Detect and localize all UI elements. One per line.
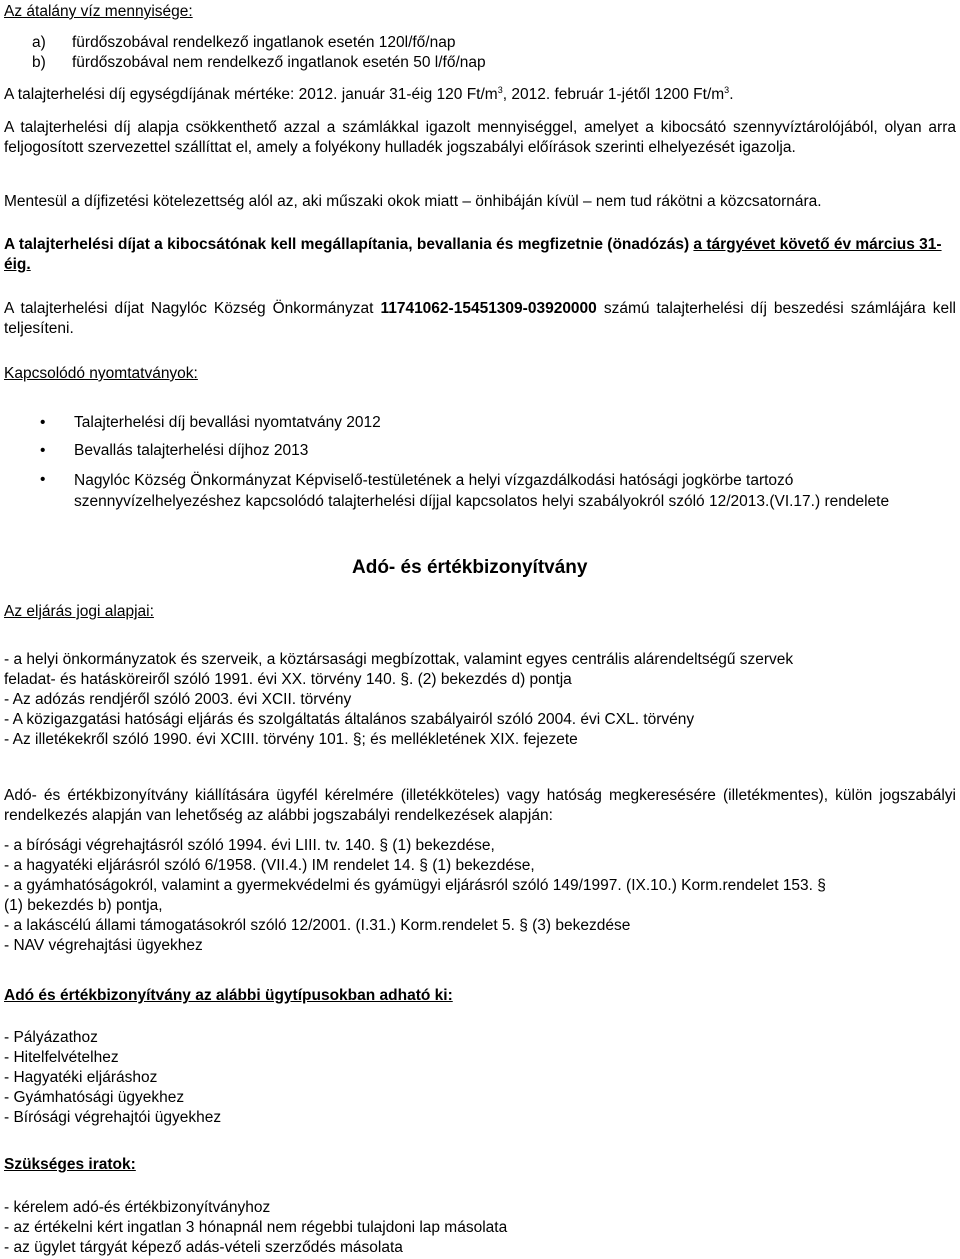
legal-basis-heading: Az eljárás jogi alapjai: xyxy=(4,603,154,620)
case-type-item: - Hagyatéki eljáráshoz xyxy=(4,1069,158,1086)
case-types-list xyxy=(4,1028,956,1128)
legal-basis-line: - A közigazgatási hatósági eljárás és szolgáltatás általános szabályairól szóló 2004. évi CXL. törvény xyxy=(4,711,695,728)
issue-basis-line: - NAV végrehajtási ügyekhez xyxy=(4,937,203,954)
required-docs-heading: Szükséges iratok: xyxy=(4,1156,136,1173)
issue-basis-line: - a gyámhatóságokról, valamint a gyermekvédelmi és gyámügyi eljárásról szóló 149/1997. (IX.10.) Korm.rendelet 153. § xyxy=(4,877,826,894)
reduction-paragraph: A talajterhelési díj alapja csökkenthető azzal a számlákkal igazolt mennyiséggel, amelyet a kibocsátó szennyvíztárolójából, olyan arra feljogosított szervezettel szállíttat el, amely a folyékony hulladék jogszabályi előírások szerinti elhelyezését igazolja. xyxy=(4,119,956,156)
legal-basis-line: feladat- és hatásköreiről szóló 1991. évi XX. törvény 140. §. (2) bekezdés d) pontja xyxy=(4,671,572,688)
case-type-item: - Hitelfelvételhez xyxy=(4,1049,119,1066)
required-doc-item: - az értékelni kért ingatlan 3 hónapnál nem régebbi tulajdoni lap másolata xyxy=(4,1219,508,1236)
issue-basis-line: (1) bekezdés b) pontja, xyxy=(4,897,163,914)
legal-basis-line: - Az illetékekről szóló 1990. évi XCIII. törvény 101. §; és mellékletének XIX. fejezete xyxy=(4,731,578,748)
exemption-paragraph: Mentesül a díjfizetési kötelezettség alól az, aki műszaki okok miatt – önhibáján kívül – nem tud rákötni a közcsatornára. xyxy=(4,193,822,210)
case-type-item: - Bírósági végrehajtói ügyekhez xyxy=(4,1109,222,1126)
certificate-title: Adó- és értékbizonyítvány xyxy=(352,557,588,578)
form-link-regulation[interactable]: Nagylóc Község Önkormányzat Képviselő-testületének a helyi vízgazdálkodási hatósági jogkörbe tartozó szennyvízelhelyezéshez kapcsolódó talajterhelési díjjal kapcsolatos helyi szabályokról szóló 12/2013.(VI.17.) rendelete xyxy=(74,472,890,510)
forms-heading: Kapcsolódó nyomtatványok: xyxy=(4,365,198,382)
list-label: a) xyxy=(32,34,46,51)
water-quantity-heading: Az átalány víz mennyisége: xyxy=(4,3,193,20)
issue-paragraph: Adó- és értékbizonyítvány kiállítására ügyfél kérelmére (illetékköteles) vagy hatóság megkeresésére (illetékmentes), külön jogszabályi rendelkezés alapján van lehetőség az alábbi jogszabályi rendelkezések alapján: xyxy=(4,787,956,824)
required-doc-item: - az ügylet tárgyát képező adás-vételi szerződés másolata xyxy=(4,1239,403,1256)
list-text: fürdőszobával nem rendelkező ingatlanok esetén 50 l/fő/nap xyxy=(72,54,486,71)
account-paragraph: A talajterhelési díjat Nagylóc Község Önkormányzat 11741062-15451309-03920000 számú talajterhelési díj beszedési számlájára kell teljesíteni. xyxy=(4,300,956,337)
form-link-2012[interactable]: Talajterhelési díj bevallási nyomtatvány 2012 xyxy=(74,414,381,431)
issue-basis-line: - a hagyatéki eljárásról szóló 6/1958. (VII.4.) IM rendelet 14. § (1) bekezdése, xyxy=(4,857,535,874)
legal-basis-line: - Az adózás rendjéről szóló 2003. évi XCII. törvény xyxy=(4,691,352,708)
water-quantity-list xyxy=(4,33,956,73)
bullet-icon: • xyxy=(40,442,46,459)
bullet-icon: • xyxy=(40,471,46,488)
list-label: b) xyxy=(32,54,46,71)
case-type-item: - Gyámhatósági ügyekhez xyxy=(4,1089,185,1106)
form-link-2013[interactable]: Bevallás talajterhelési díjhoz 2013 xyxy=(74,442,309,459)
list-item xyxy=(4,33,956,53)
issue-basis-list xyxy=(4,836,956,956)
legal-basis-list xyxy=(4,650,956,750)
legal-basis-line: - a helyi önkormányzatok és szerveik, a köztársasági megbízottak, valamint egyes centrális alárendeltségű szervek xyxy=(4,651,794,668)
case-type-item: - Pályázathoz xyxy=(4,1029,98,1046)
list-item xyxy=(4,53,956,73)
issue-basis-line: - a bírósági végrehajtásról szóló 1994. évi LIII. tv. 140. § (1) bekezdése, xyxy=(4,837,495,854)
deadline-date: a tárgyévet követő év március 31-éig. xyxy=(4,236,942,273)
case-types-heading: Adó és értékbizonyítvány az alábbi ügytípusokban adható ki: xyxy=(4,987,453,1004)
list-text: fürdőszobával rendelkező ingatlanok esetén 120l/fő/nap xyxy=(72,34,456,51)
bullet-icon: • xyxy=(40,414,46,431)
required-docs-list xyxy=(4,1198,956,1258)
required-doc-item: - kérelem adó-és értékbizonyítványhoz xyxy=(4,1199,271,1216)
deadline-paragraph: A talajterhelési díjat a kibocsátónak kell megállapítania, bevallania és megfizetnie (önadózás) a tárgyévet követő év március 31-éig. xyxy=(4,236,942,273)
account-number: 11741062-15451309-03920000 xyxy=(380,300,597,317)
issue-basis-line: - a lakáscélú állami támogatásokról szóló 12/2001. (I.31.) Korm.rendelet 5. § (3) bekezdése xyxy=(4,917,631,934)
unit-rate-line: A talajterhelési díj egységdíjának mértéke: 2012. január 31-éig 120 $Ft/m^3$, 2012. február 1-jétől 1200 $Ft/m^3$. xyxy=(4,84,734,103)
